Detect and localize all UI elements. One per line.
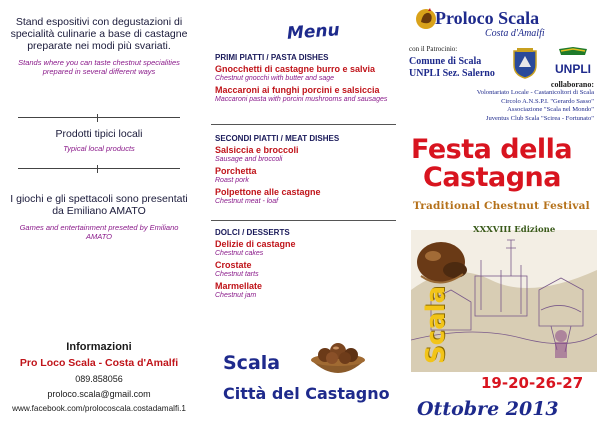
menu-section-meat — [215, 134, 395, 206]
info-block — [8, 341, 190, 413]
info-phone: 089.858056 — [75, 374, 123, 384]
products-text-en: Typical local products — [63, 144, 135, 153]
dish: Gnocchetti di castagne burro e salvia — [215, 64, 376, 74]
proloco-title: Proloco Scala — [435, 8, 540, 28]
scala-vertical-text: Scala — [421, 285, 452, 365]
dish: Crostate — [215, 260, 252, 270]
collab-heading: collaborano: — [550, 80, 594, 89]
menu-panel — [197, 0, 403, 425]
stands-block — [8, 16, 190, 76]
games-text: I giochi e gli spettacoli sono presentati da Emiliano AMATO — [10, 193, 188, 217]
rooster-logo-icon — [415, 6, 437, 32]
collaborator: Associazione "Scala nel Mondo" — [507, 106, 594, 113]
section-heading: DOLCI / DESSERTS — [215, 228, 290, 237]
chestnut-bowl-image — [307, 338, 369, 382]
dish-en: Chestnut jam — [215, 292, 257, 299]
dish: Polpettone alle castagne — [215, 187, 321, 197]
citta-heading: Città del Castagno — [223, 384, 390, 403]
section-heading: PRIMI PIATTI / PASTA DISHES — [215, 53, 329, 62]
info-title: Informazioni — [66, 341, 132, 353]
dish-en: Chestnut cakes — [215, 250, 264, 257]
festival-subtitle: Traditional Chestnut Festival — [413, 200, 590, 212]
divider — [18, 117, 180, 118]
dish: Porchetta — [215, 166, 257, 176]
proloco-subtitle: Costa d'Amalfi — [485, 28, 545, 39]
month-year: Ottobre 2013 — [417, 398, 559, 420]
divider — [18, 168, 180, 169]
dish-en: Maccaroni pasta with porcini mushrooms and sausages — [215, 96, 388, 103]
menu-title: Menu — [286, 20, 341, 44]
edition-label: XXXVIII Edizione — [473, 225, 556, 235]
festival-dates: 19-20-26-27 — [481, 374, 584, 392]
info-facebook[interactable]: www.facebook.com/prolocoscala.costadamalfi.1 — [12, 404, 186, 413]
dish-en: Chestnut gnocchi with butter and sage — [215, 75, 335, 82]
dish-en: Chestnut tarts — [215, 271, 259, 278]
dish-en: Sausage and broccoli — [215, 156, 283, 163]
festa-title-line1: Festa della — [411, 134, 573, 165]
comune-label: Comune di Scala — [409, 56, 482, 67]
dish-en: Roast pork — [215, 177, 249, 184]
dish-en: Chestnut meat - loaf — [215, 198, 279, 205]
dish: Marmellate — [215, 281, 263, 291]
menu-section-desserts — [215, 228, 395, 300]
stands-text: Stand espositivi con degustazioni di specialità culinarie a base di castagne preparate nei modi più svariati. — [10, 16, 188, 52]
dish: Salsiccia e broccoli — [215, 145, 299, 155]
menu-section-pasta — [215, 53, 395, 104]
divider — [211, 124, 396, 125]
collaborator: Circolo A.N.S.P.I. "Gerardo Sasso" — [501, 97, 594, 105]
unpli-label: UNPLI Sez. Salerno — [409, 68, 495, 79]
products-text: Prodotti tipici locali — [55, 128, 143, 140]
patrocinio-label: con il Patrocinio: — [409, 45, 458, 53]
info-org: Pro Loco Scala - Costa d'Amalfi — [19, 357, 179, 369]
games-text-en: Games and entertainment preseted by Emiliano AMATO — [19, 223, 179, 241]
collaborators-list — [404, 89, 594, 123]
dish: Maccaroni ai funghi porcini e salsiccia — [215, 85, 380, 95]
festa-title-line2: Castagna — [423, 162, 562, 193]
scala-heading: Scala — [223, 352, 281, 374]
stands-text-en: Stands where you can taste chestnut specialities prepared in several different ways — [18, 58, 180, 76]
products-block — [8, 128, 190, 153]
divider — [211, 220, 396, 221]
section-heading: SECONDI PIATTI / MEAT DISHES — [215, 134, 340, 143]
unpli-logo-text: UNPLI — [555, 62, 591, 76]
dish: Delizie di castagne — [215, 239, 296, 249]
comune-crest-icon — [511, 47, 539, 79]
info-email[interactable]: proloco.scala@gmail.com — [47, 389, 151, 399]
unpli-logo-icon — [551, 45, 595, 77]
collaborator: Volontariato Locale - Castanicoltori di Scala — [476, 89, 594, 96]
left-panel — [0, 0, 197, 425]
cover-panel — [403, 0, 600, 425]
collaborator: Juventus Club Scala "Scirea - Fortunato" — [485, 114, 594, 122]
games-block — [8, 193, 190, 241]
